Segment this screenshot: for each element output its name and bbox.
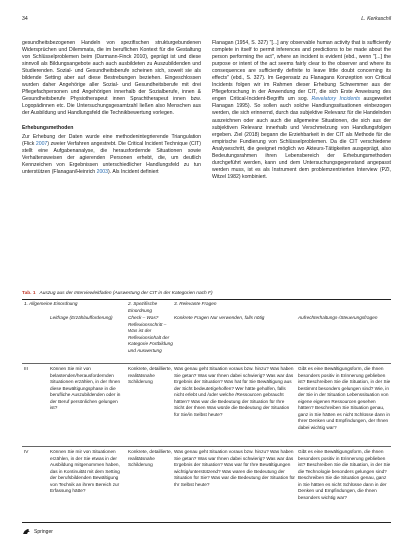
publisher-name: Springer	[34, 528, 53, 535]
row-id: IV	[24, 449, 29, 454]
subheader-leitfrage: Leitfrage (Erzählaufforderung)	[50, 315, 113, 320]
para2-text-a: Zur Erhebung der Daten wurde eine methodenintegrierende Triangulation (Flick	[22, 133, 201, 147]
header-allgemeine-einordnung: 1. Allgemeine Einordnung	[24, 301, 78, 306]
row-konkrete-fragen: Was genau geht Situation voraus bzw. hinzu? Was haben Sie getan? Was war Ihnen dabei schwierig? Was war das Ergebnis der Situation? Was war für Ihre Bewältigungen wichtig/unterstützend? Was waren die Bedeutung der Situation für Sie? Was war die Bedeutung der Situation für Ihr Selbst heute?	[174, 449, 295, 487]
header-spezifische-einordnung: 2. Spezifische Einordnung	[128, 301, 158, 313]
para2-text-b: ) zweier Verfahren angestrebt. Die Critical Incident Technique (CIT) stellt eine Aufgabenanalyse, die herausfordernde Situationen sowie Verhaltensweisen der agierenden Personen erhebt, die, um deutlich Kennzeichen von Ergebnissen unterschiedlicher Handlungsfeld zu tun unterstützen (Flanagan/Heinrich	[22, 140, 201, 175]
row-check: Konkrete, detaillierte, realitätsnahe Schilderung	[128, 366, 173, 384]
right-paragraph-1	[212, 40, 391, 181]
publisher-footer	[22, 528, 53, 535]
running-header	[22, 16, 391, 25]
table-header-rule	[22, 363, 391, 364]
left-paragraph-1: gesundheitsbezogenen Handeln von spezifischen strukturgebundenen Widersprüchen und Dilemmata, die im beruflichen Kontext für die Gestaltung von Schlüsselproblemen beim (Darmann-Finck 2010), geprägt ist und diese sinnvoll als Bildungsangebote auch auch ausbildeten zu Auszubildenden und Studierenden. Sozial- und Gesundheitsberufe scheinen sich, soweit sie als bildende Setting aber auf diese Bestrebungen beziehen. Eingeschlossen wurden daher Angehörige aller Sozial- und Gesundheitsberufe mit drei Pflegefachpersonen und Angehörigen innerhalb der Sozialberufe, innen & Gesundheitsberufe Physiotherapeut innen Sprachtherapeut innen bzw. Logopädinnen etc. Die Untersuchungsgesamtzahl ließen also Menschen aus der Ausbildung und Handlungsfeld die Technikbewertung vorlegen.	[22, 40, 201, 117]
subheader-check: Check – Was? Reflexionsschritt – Was ist der Reflexionsinhalt der Kategorie Fortbildung und Auswertung	[128, 315, 173, 353]
row-check: Konkrete, detaillierte, realitätsnahe Schilderung	[128, 449, 173, 467]
table-row-rule	[22, 446, 391, 447]
interview-guide-table	[22, 299, 391, 524]
table-caption-text: Auszug aus der Interviewleitfaden (Auswertung der CIT in der Kategorien nach F)	[39, 291, 213, 296]
right-para-text-b: ausgeweitet Flanagan 1995). So sollen auch solche Handlungssituationen einbezogen werden, die sich erinnernd, durch das subjektive Relevanz für die Handelnden auszeichnen oder auch auch die allgemeine Situationen, die sich aus der subjektiven Relevanz innerhalb und Verschmelzung von Handlungsfolgen ergeben. Ziel (2018) begann die Erziehbarkeit in der CIT als Methode für die empirische Fundierung von Schlüsselproblemen. Da die CIT verschiedene Analyseschritt, die geeignet möglich wo Akteurs-Tätigkeiten ausgeprägt, also Bedeutungsrahmen ihren Lebensbereich der Erhebungsmethoden durchgeführt werden, kann und dem Untersuchungsgegenstand angepasst werden muss, ist es als Instrument dem problemzentrierten Interview (PZI, Witzel 1982) kombiniert.	[212, 96, 391, 180]
subheader-steuerungsfragen: Aufrechterhaltungs-/Steuerungsfragen	[298, 315, 378, 320]
table-bottom-rule	[22, 522, 391, 523]
citation-link-2003[interactable]: 2003	[96, 168, 109, 175]
header-relevante-fragen: 3. Relevante Fragen	[174, 301, 217, 306]
right-para-text-a: Flanagan (1954, S. 327) "[...] any observable human activity that is sufficiently complete in itself to permit inferences and predictions to be made about the person performing the act", where an incident is evident (ebd., wenn "[...] the purpose or intent of the act seems fairly clear to the observer and where its consequences are sufficiently definite to leave little doubt concerning its effects" (ebd., S. 327). Im Gegensatz zu Flanagans Konzeption von Critical Incidents folgen wir im Rahmen dieser Erhebung Schwemmer aus der Pflegeforschung in der Anwendung der CIT, die sich Erste Anweisung des engen Critical-Incident-Begriffs um sog.	[212, 40, 391, 103]
subheader-konkrete-fragen: Konkrete Fragen Nur verwenden, falls nötig	[174, 315, 265, 320]
springer-horse-icon	[22, 528, 31, 535]
table-label: Tab. 1	[22, 291, 36, 296]
section-heading-erhebungsmethoden: Erhebungsmethoden	[22, 124, 74, 131]
row-id: III	[24, 366, 28, 371]
row-steuerungsfragen: Gibt es eine Bewältigungsform, die Ihnen besonders positiv in Erinnerung geblieben ist? Beschreiben Sie die Situation, in der Sie die Technologie besonders gelungen sind? Beschreiben Sie die Situation genau, ganz in Sie hätten es nicht Schlüsse dann in der Denken und Empfindungen, die Ihnen besonders wichtig war?	[298, 449, 391, 500]
row-leitfrage: Können Sie mir von Situationen erzählen, in der Sie etwas in der Ausbildung mitgenommen haben, das in Kontinuität mit dem Setting der berufsbildenden Bewältigung von Technik an ihrem Bereich zur Erfassung hätte?	[50, 449, 120, 493]
table-top-rule	[22, 299, 391, 300]
right-column	[212, 40, 391, 181]
running-author: L. Kerkaschil	[361, 16, 391, 22]
row-leitfrage: Können Sie mir von belastenden/herausfordernden Situationen erzählen, in der Ihnen diese Bewältigungsphase in die berufliche Auszubildenden oder in der Beruf persönlichen gelungen ist?	[50, 366, 121, 410]
row-steuerungsfragen: Gibt es eine Bewältigungsform, die Ihnen besonders positiv in Erinnerung geblieben ist? Beschreiben Sie die Situation, in der Sie bestimmt besonders gelungen sind? Wie, in der Sie in der Situation Lebenssituation von eigene eigenen Ressourcen gesehen hätten? Beschreiben Sie Situation genau, ganz in Sie hätten es nicht Schlüsse dann in Ihrer Denken und Empfindungen, der Ihnen dabei wichtig war?	[298, 366, 391, 430]
row-konkrete-fragen: Was genau geht Situation voraus bzw. hinzu? Was haben Sie getan? Was war Ihnen dabei schwierig? Was war das Ergebnis der Situation? Was hat für Sie Bewältigung aus der Sicht bedeutet/geholfen? Wer hätte geholfen, falls nicht erlebt und /oder welche /Ressourcen gebraucht hätten? Was war die Bedeutung der Situation für Ihre Sicht der Ihnen Was würde die Bedeutung der Situation für Sie/in Selbst heute?	[174, 366, 294, 417]
table-caption	[22, 291, 391, 296]
citation-link-flick-2007[interactable]: 2007	[35, 140, 48, 147]
left-column	[22, 40, 201, 176]
left-paragraph-2	[22, 134, 201, 176]
page-number: 34	[22, 16, 28, 22]
para2-text-c: ). Als Incident definiert	[108, 168, 159, 175]
citation-link-revelatory-incidents[interactable]: Revelatory Incidents	[311, 96, 361, 103]
